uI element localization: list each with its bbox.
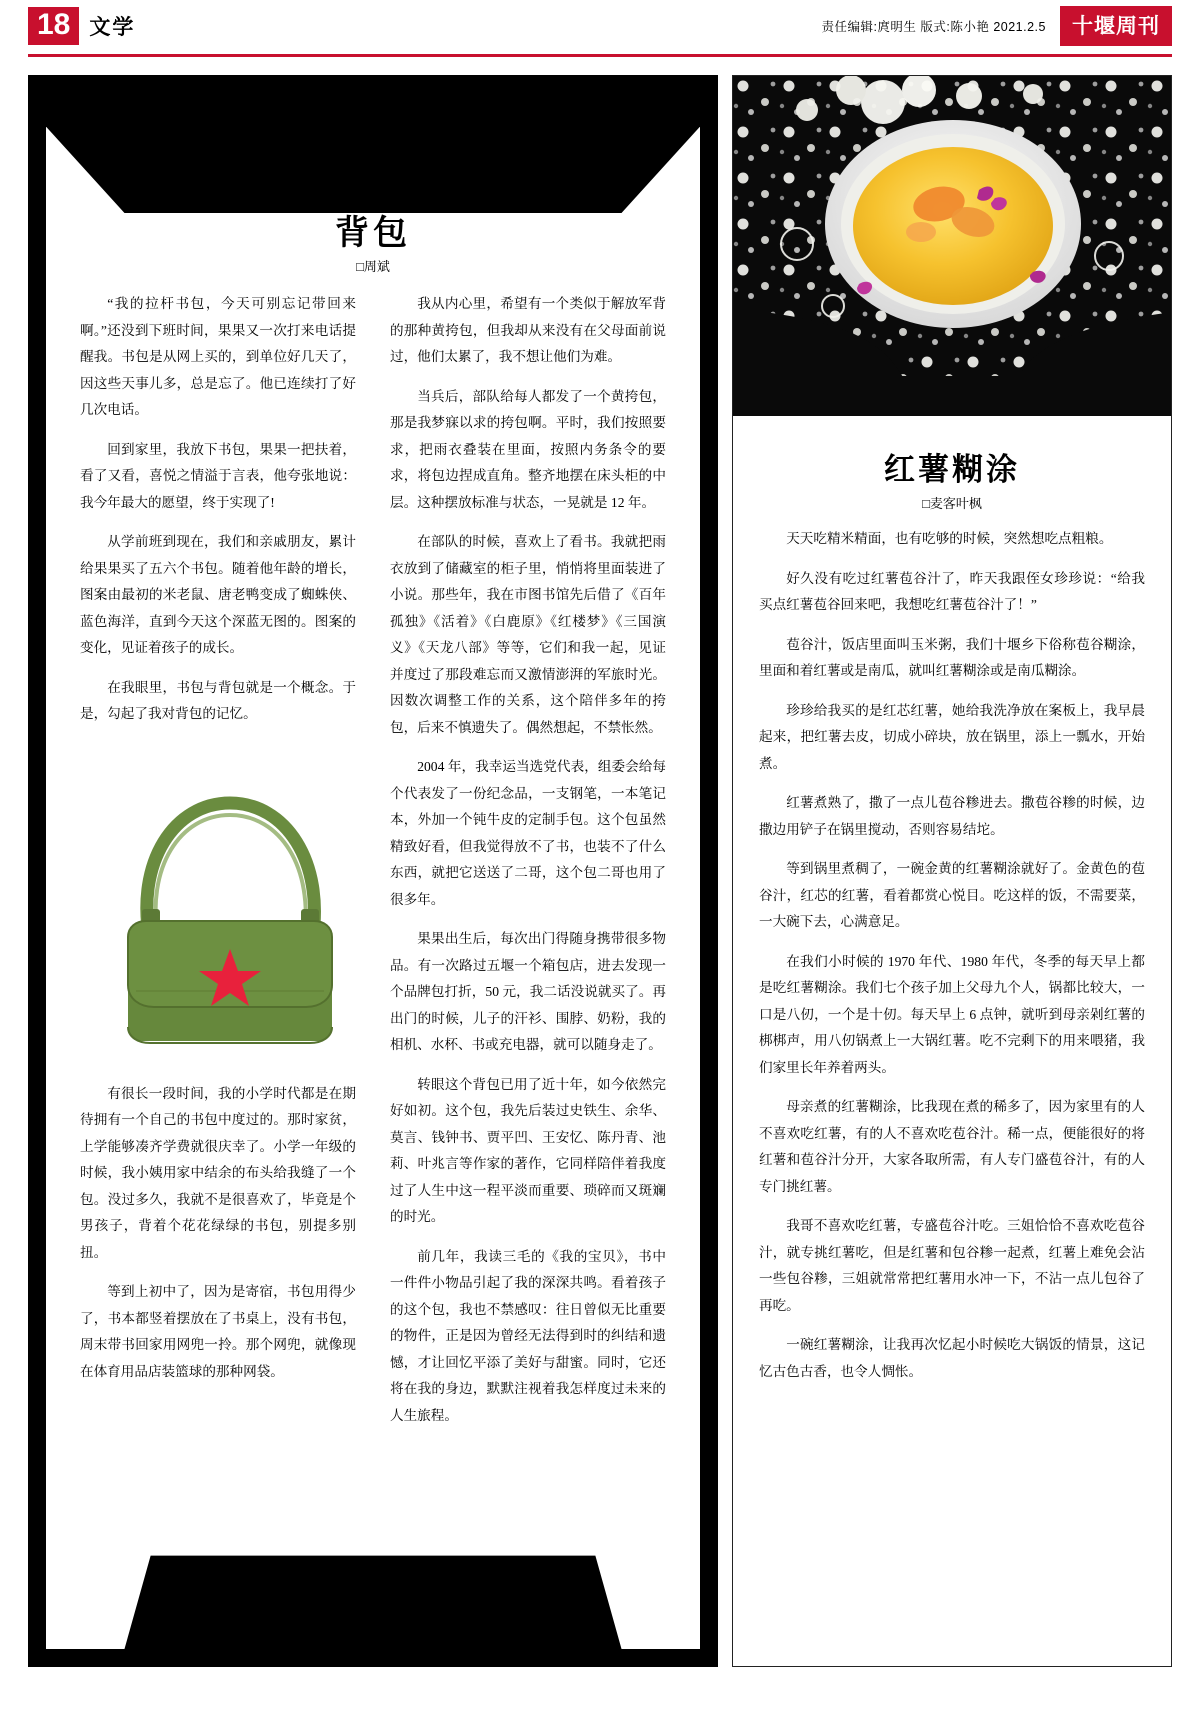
paragraph: 天天吃精米精面，也有吃够的时候，突然想吃点粗粮。 [786, 531, 1113, 546]
masthead-right [821, 6, 1172, 46]
pumpkin-porridge-photo [733, 76, 1171, 416]
page-content [28, 75, 1172, 1667]
article-2-title: 红薯糊涂 [884, 452, 1020, 487]
article-1-columns [80, 291, 666, 1429]
paragraph: 当兵后，部队给每人都发了一个黄挎包，那是我梦寐以求的挎包啊。平时，我们按照要求，把雨衣叠装在里面，按照内务条令的要求，将包边捏成直角。整齐地摆在床头柜的中层。这种摆放标准与状态，一晃就是 12 年。 [390, 388, 666, 510]
article-1-body [80, 195, 666, 1547]
paragraph: 苞谷汁，饭店里面叫玉米粥，我们十堰乡下俗称苞谷糊涂，里面和着红薯或是南瓜，就叫红薯糊涂或是南瓜糊涂。 [759, 636, 1145, 678]
article-1-byline: □周斌 [356, 259, 390, 274]
paragraph: 好久没有吃过红薯苞谷汁了，昨天我跟侄女珍珍说：“给我买点红薯苞谷回来吧，我想吃红薯苞谷汁了！” [759, 570, 1145, 612]
paragraph: 在部队的时候，喜欢上了看书。我就把雨衣放到了储藏室的柜子里，悄悄将里面装进了小说。那些年，我在市图书馆先后借了《百年孤独》《活着》《白鹿原》《红楼梦》《三国演义》《天龙八部》等等，它们和我一起，见证并度过了那段难忘而又激情澎湃的军旅时光。因数次调整工作的关系，这个陪伴多年的挎包，后来不慎遗失了。偶然想起，不禁怅然。 [390, 534, 666, 735]
article-1-title: 背包 [335, 215, 411, 252]
editor-credits: 责任编辑:庹明生 版式:陈小艳 2021.2.5 [821, 20, 1046, 34]
paragraph: 在我们小时候的 1970 年代、1980 年代，冬季的每天早上都是吃红薯糊涂。我们七个孩子加上父母九个人，锅都比较大，一口是八仞，一个是十仞。每天早上 6 点钟，就听到母亲剁红薯的梆梆声，用八仞锅煮上一大锅红薯。吃不完剩下的用来喂猪，我们家里长年养着两头。 [759, 953, 1145, 1075]
paragraph: 在我眼里，书包与背包就是一个概念。于是，勾起了我对背包的记忆。 [80, 679, 356, 721]
paragraph: 从学前班到现在，我们和亲戚朋友，累计给果果买了五六个书包。随着他年龄的增长，图案由最初的米老鼠、唐老鸭变成了蜘蛛侠、蓝色海洋，直到今天这个深蓝无图的。图案的变化，见证着孩子的成长。 [80, 534, 356, 655]
brand-logo: 十堰周刊 [1060, 6, 1172, 46]
section-name: 文学 [89, 15, 136, 39]
paragraph: 一碗红薯糊涂，让我再次忆起小时候吃大锅饭的情景，这记忆古色古香，也令人惆怅。 [759, 1337, 1145, 1379]
bag-illustration [80, 741, 356, 1071]
article-1-panel [28, 75, 718, 1667]
article-2-column [759, 526, 1145, 1385]
paragraph: 转眼这个背包已用了近十年，如今依然完好如初。这个包，我先后装过史铁生、余华、莫言、钱钟书、贾平凹、王安忆、陈丹青、池莉、叶兆言等作家的著作，它同样陪伴着我度过了人生中这一程平淡而重要、琐碎而又斑斓的时光。 [390, 1076, 666, 1224]
article-2-panel [732, 75, 1172, 1667]
paragraph: 前几年，我读三毛的《我的宝贝》，书中一件件小物品引起了我的深深共鸣。看着孩子的这个包，我也不禁感叹：往日曾似无比重要的物件，正是因为曾经无法得到时的纠结和遗憾，才让回忆平添了美好与甜蜜。同时，它还将在我的身边，默默注视着我怎样度过未来的人生旅程。 [390, 1248, 666, 1423]
paragraph: 2004 年，我幸运当选党代表，组委会给每个代表发了一份纪念品，一支钢笔，一本笔记本，外加一个钝牛皮的定制手包。这个包虽然精致好看，但我觉得放不了书，也装不了什么东西，就把它送送了二哥，这个包二哥也用了很多年。 [390, 759, 666, 907]
page-number: 18 [28, 7, 79, 45]
paragraph: 红薯煮熟了，撒了一点儿苞谷糁进去。撒苞谷糁的时候，边撒边用铲子在锅里搅动，否则容易结坨。 [759, 795, 1145, 837]
paragraph: 母亲煮的红薯糊涂，比我现在煮的稀多了，因为家里有的人不喜欢吃红薯，有的人不喜欢吃苞谷汁。稀一点，便能很好的将红薯和苞谷汁分开，大家各取所需，有人专门盛苞谷汁，有的人专门挑红薯。 [759, 1099, 1145, 1194]
paragraph: 珍珍给我买的是红芯红薯，她给我洗净放在案板上，我早晨起来，把红薯去皮，切成小碎块，放在锅里，添上一瓢水，开始煮。 [759, 702, 1145, 771]
paragraph: 等到上初中了，因为是寄宿，书包用得少了，书本都竖着摆放在了书桌上，没有书包，周末带书回家用网兜一拎。那个网兜，就像现在体育用品店装篮球的那种网袋。 [80, 1284, 356, 1379]
paragraph: 有很长一段时间，我的小学时代都是在期待拥有一个自己的书包中度过的。那时家贫，上学能够凑齐学费就很庆幸了。小学一年级的时候，我小姨用家中结余的布头给我缝了一个包。没过多久，我就不是很喜欢了，毕竟是个男孩子，背着个花花绿绿的书包，别提多别扭。 [80, 1085, 356, 1260]
masthead [28, 0, 1172, 57]
paragraph: “我的拉杆书包，今天可别忘记带回来啊。”还没到下班时间，果果又一次打来电话提醒我。书包是从网上买的，到单位好几天了，因这些天事儿多，总是忘了。他已连续打了好几次电话。 [80, 296, 356, 417]
paragraph: 我哥不喜欢吃红薯，专盛苞谷汁吃。三姐恰恰不喜欢吃苞谷汁，就专挑红薯吃，但是红薯和包谷糁一起煮，红薯上难免会沾一些包谷糁，三姐就常常把红薯用水冲一下，不沾一点儿包谷了再吃。 [759, 1218, 1145, 1313]
paragraph: 我从内心里，希望有一个类似于解放军背的那种黄挎包，但我却从来没有在父母面前说过，他们太累了，我不想让他们为难。 [390, 296, 666, 364]
paragraph: 果果出生后，每次出门得随身携带很多物品。有一次路过五堰一个箱包店，进去发现一个品牌包打折，50 元，我二话没说就买了。再出门的时候，儿子的汗衫、围脖、奶粉，我的相机、水杯、书或充电器，就可以随身走了。 [390, 931, 666, 1052]
article-2-body [733, 416, 1171, 1385]
paragraph: 等到锅里煮稠了，一碗金黄的红薯糊涂就好了。金黄色的苞谷汁，红芯的红薯，看着都赏心悦目。吃这样的饭，不需要菜，一大碗下去，心满意足。 [759, 861, 1145, 929]
article-2-byline: □麦客叶枫 [922, 496, 982, 511]
paragraph: 回到家里，我放下书包，果果一把扶着，看了又看，喜悦之情溢于言表，他夸张地说：我今年最大的愿望，终于实现了! [80, 441, 356, 510]
